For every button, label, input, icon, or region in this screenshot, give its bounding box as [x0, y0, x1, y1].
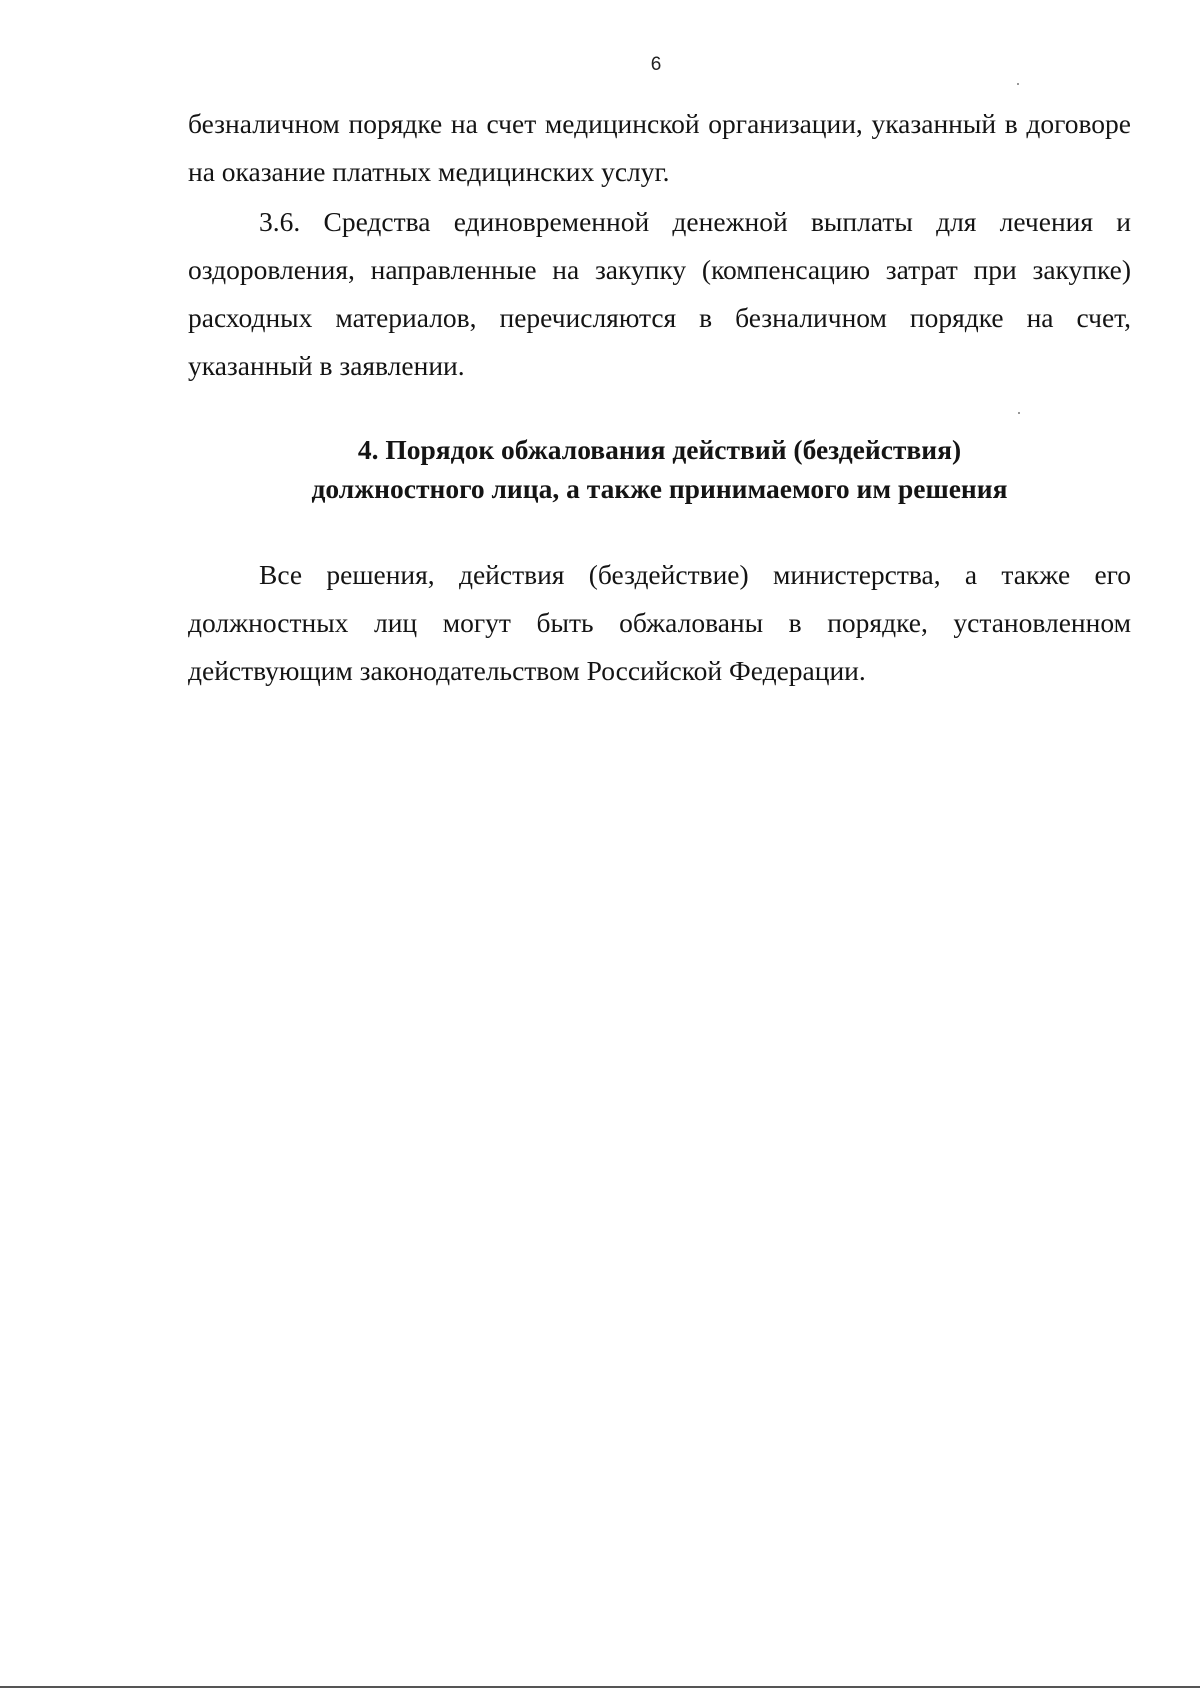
paragraph-text: Все решения, действия (бездействие) министерства, а также его должностных лиц могут быть обжалованы в порядке, установленном действующим законодательством Российской Федерации.	[188, 559, 1131, 686]
paragraph-text: 3.6. Средства единовременной денежной выплаты для лечения и оздоровления, направленные на закупку (компенсацию затрат при закупке) расходных материалов, перечисляются в безналичном порядке на счет, указанный в заявлении.	[188, 206, 1131, 381]
paragraph-continuation	[188, 100, 1131, 196]
heading-line-2: должностного лица, а также принимаемого им решения	[311, 473, 1008, 504]
scan-speck	[1018, 412, 1020, 414]
paragraph-text: безналичном порядке на счет медицинской организации, указанный в договоре на оказание платных медицинских услуг.	[188, 108, 1131, 187]
paragraph-appeal	[188, 551, 1131, 695]
page-bottom-edge	[0, 1686, 1200, 1688]
scan-speck	[1017, 83, 1019, 85]
heading-line-1: 4. Порядок обжалования действий (бездействия)	[357, 434, 962, 465]
paragraph-3-6	[188, 198, 1131, 390]
section-heading	[188, 430, 1131, 508]
page-number: 6	[650, 54, 662, 75]
